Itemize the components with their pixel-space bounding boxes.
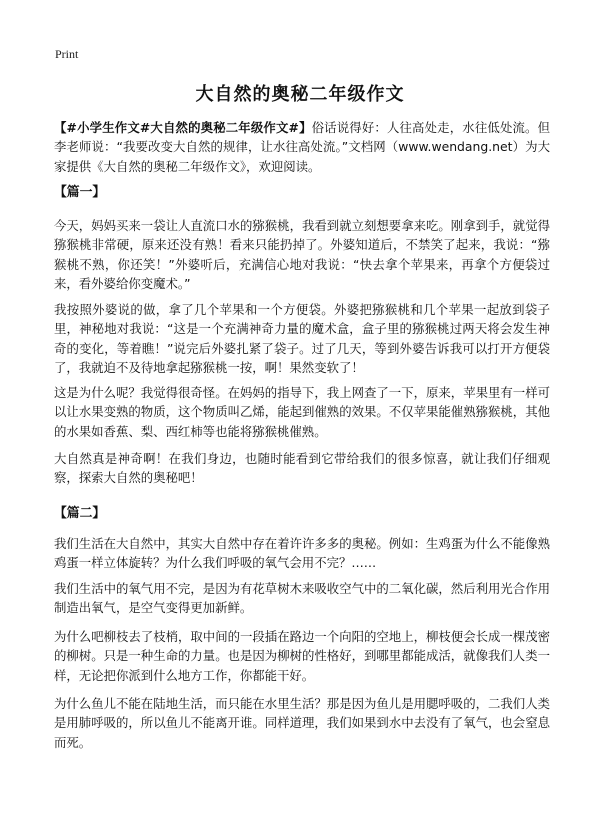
section-1-paragraph-3: 这是为什么呢？我觉得很奇怪。在妈妈的指导下，我上网查了一下，原来，苹果里有一样可以让水果变熟的物质，这个物质叫乙烯，能起到催熟的效果。不仅苹果能催熟猕猴桃，其他的水果如香蕉、梨、西红柿等也能将猕猴桃催熟。 <box>54 385 550 439</box>
intro-text: 俗话说得好：人往高处走，水往低处流。但李老师说：“我要改变大自然的规律，让水往高处流。”文档网（www.wendang.net）为大家提供《大自然的奥秘二年级作文》，欢迎阅读。 <box>54 120 550 174</box>
section-2-paragraph-4: 为什么鱼儿不能在陆地生活，而只能在水里生活？那是因为鱼儿是用腮呼吸的，二我们人类是用肺呼吸的，所以鱼儿不能离开谁。同样道理，我们如果到水中去没有了氧气，也会窒息而死。 <box>54 696 550 750</box>
section-heading-2: 【篇二】 <box>54 506 106 521</box>
section-heading-1: 【篇一】 <box>54 185 106 200</box>
intro-tags: 【#小学生作文#大自然的奥秘二年级作文#】 <box>54 120 312 135</box>
section-1-paragraph-1: 今天，妈妈买来一袋让人直流口水的猕猴桃，我看到就立刻想要拿来吃。刚拿到手，就觉得猕猴桃非常硬，原来还没有熟！看来只能扔掉了。外婆知道后，不禁笑了起来，我说：“猕猴桃不熟，你还笑！”外婆听后，充满信心地对我说：“快去拿个苹果来，再拿个方便袋过来，看外婆给你变魔术。” <box>54 218 550 292</box>
page-title: 大自然的奥秘二年级作文 <box>195 84 405 105</box>
section-2-paragraph-1: 我们生活在大自然中，其实大自然中存在着许许多多的奥秘。例如：生鸡蛋为什么不能像熟鸡蛋一样立体旋转？为什么我们呼吸的氧气会用不完？…… <box>54 536 550 571</box>
section-1-paragraph-2: 我按照外婆说的做，拿了几个苹果和一个方便袋。外婆把猕猴桃和几个苹果一起放到袋子里，神秘地对我说：“这是一个充满神奇力量的魔术盒，盒子里的猕猴桃过两天将会发生神奇的变化，等着瞧！”说完后外婆扎紧了袋子。过了几天，等到外婆告诉我可以打开方便袋了，我就迫不及待地拿起猕猴桃一按，啊！果然变软了！ <box>54 302 550 376</box>
print-link[interactable]: Print <box>55 47 79 61</box>
intro-paragraph <box>54 118 550 176</box>
section-2-paragraph-2: 我们生活中的氧气用不完，是因为有花草树木来吸收空气中的二氧化碳，然后利用光合作用制造出氧气，是空气变得更加新鲜。 <box>54 581 550 616</box>
section-1-paragraph-4: 大自然真是神奇啊！在我们身边，也随时能看到它带给我们的很多惊喜，就让我们仔细观察，探索大自然的奥秘吧！ <box>54 451 550 486</box>
section-2-paragraph-3: 为什么吧柳枝去了枝梢，取中间的一段插在路边一个向阳的空地上，柳枝便会长成一棵茂密的柳树。只是一种生命的力量。也是因为柳树的性格好，到哪里都能成活，就像我们人类一样，无论把你派到什么地方工作，你都能干好。 <box>54 629 550 683</box>
